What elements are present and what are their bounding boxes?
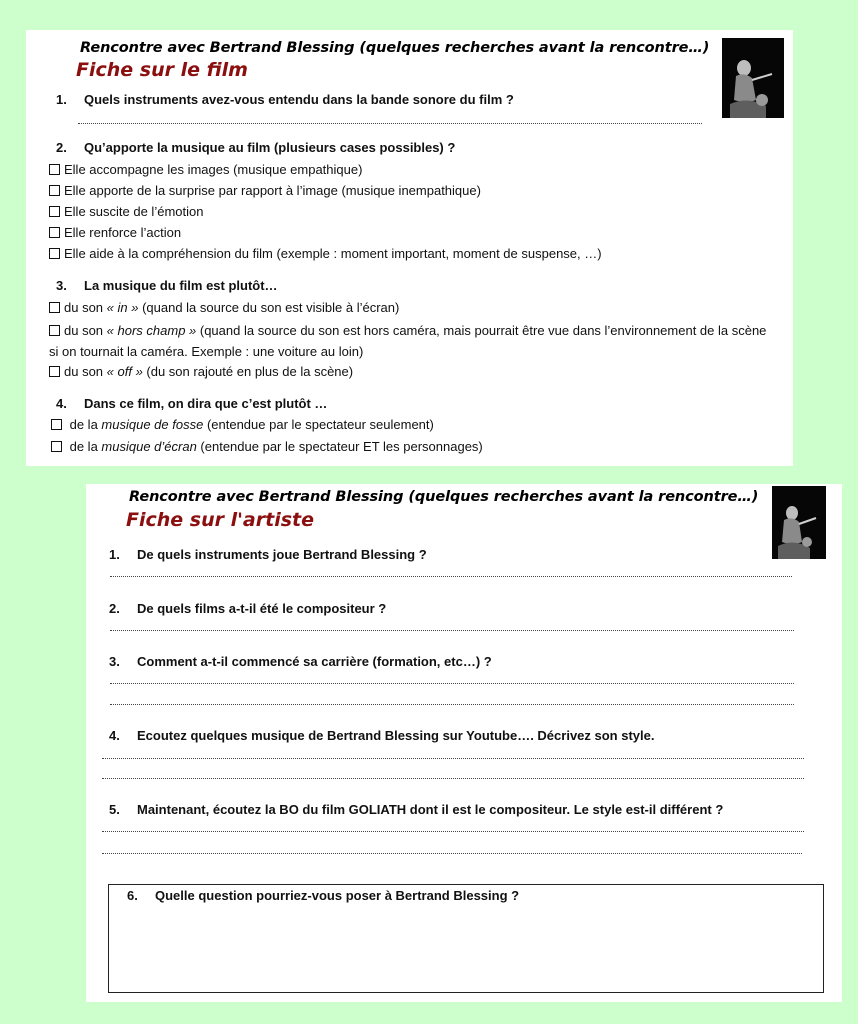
checkbox[interactable] [51,419,62,430]
answer-line[interactable] [102,853,802,854]
option-son-hors-champ[interactable]: du son « hors champ » (quand la source du son est hors caméra, mais pourrait être vue dans l’environnement de la scène si on tournait la caméra. Exemple : une voiture au loin) [49,323,767,359]
checkbox[interactable] [49,185,60,196]
answer-line[interactable] [110,630,794,631]
option-inempathique[interactable]: Elle apporte de la surprise par rapport à l’image (musique inempathique) [49,182,481,199]
question-4: 4. Dans ce film, on dira que c’est plutôt … [56,396,328,411]
checkbox[interactable] [49,302,60,313]
worksheet-title: Fiche sur le film [76,59,248,81]
answer-line[interactable] [110,683,794,684]
checkbox[interactable] [49,366,60,377]
option-musique-fosse[interactable]: de la musique de fosse (entendue par le spectateur seulement) [51,416,434,433]
question-4: 4. Ecoutez quelques musique de Bertrand Blessing sur Youtube…. Décrivez son style. [109,728,655,743]
question-3: 3. La musique du film est plutôt… [56,278,278,293]
question-6: 6. Quelle question pourriez-vous poser à Bertrand Blessing ? [127,888,520,903]
option-action[interactable]: Elle renforce l’action [49,224,181,241]
checkbox[interactable] [49,164,60,175]
worksheet-header: Rencontre avec Bertrand Blessing (quelques recherches avant la rencontre…) [80,40,710,56]
artist-photo [722,38,784,118]
question-2: 2. Qu’apporte la musique au film (plusieurs cases possibles) ? [56,140,456,155]
answer-line[interactable] [102,831,804,832]
worksheet-title: Fiche sur l'artiste [126,509,314,531]
checkbox[interactable] [49,227,60,238]
film-worksheet [26,30,793,466]
checkbox[interactable] [49,206,60,217]
option-emotion[interactable]: Elle suscite de l’émotion [49,203,203,220]
question-1: 1. Quels instruments avez-vous entendu dans la bande sonore du film ? [56,92,514,107]
answer-line[interactable] [110,704,794,705]
question-6-answer-box[interactable] [108,884,824,993]
answer-line[interactable] [102,778,804,779]
answer-line[interactable] [110,576,792,577]
answer-line[interactable] [78,123,702,124]
question-2: 2. De quels films a-t-il été le compositeur ? [109,601,387,616]
question-5: 5. Maintenant, écoutez la BO du film GOLIATH dont il est le compositeur. Le style est-il différent ? [109,802,724,817]
option-comprehension[interactable]: Elle aide à la compréhension du film (exemple : moment important, moment de suspense, …) [49,245,602,262]
artist-worksheet [86,484,842,1002]
option-empathique[interactable]: Elle accompagne les images (musique empathique) [49,161,362,178]
worksheet-header: Rencontre avec Bertrand Blessing (quelques recherches avant la rencontre…) [129,489,759,505]
option-musique-ecran[interactable]: de la musique d’écran (entendue par le spectateur ET les personnages) [51,438,483,455]
question-1: 1. De quels instruments joue Bertrand Blessing ? [109,547,427,562]
checkbox[interactable] [49,325,60,336]
option-son-in[interactable]: du son « in » (quand la source du son est visible à l’écran) [49,299,399,316]
answer-line[interactable] [102,758,804,759]
checkbox[interactable] [51,441,62,452]
question-3: 3. Comment a-t-il commencé sa carrière (formation, etc…) ? [109,654,492,669]
artist-photo [772,486,826,559]
checkbox[interactable] [49,248,60,259]
option-son-off[interactable]: du son « off » (du son rajouté en plus de la scène) [49,363,353,380]
